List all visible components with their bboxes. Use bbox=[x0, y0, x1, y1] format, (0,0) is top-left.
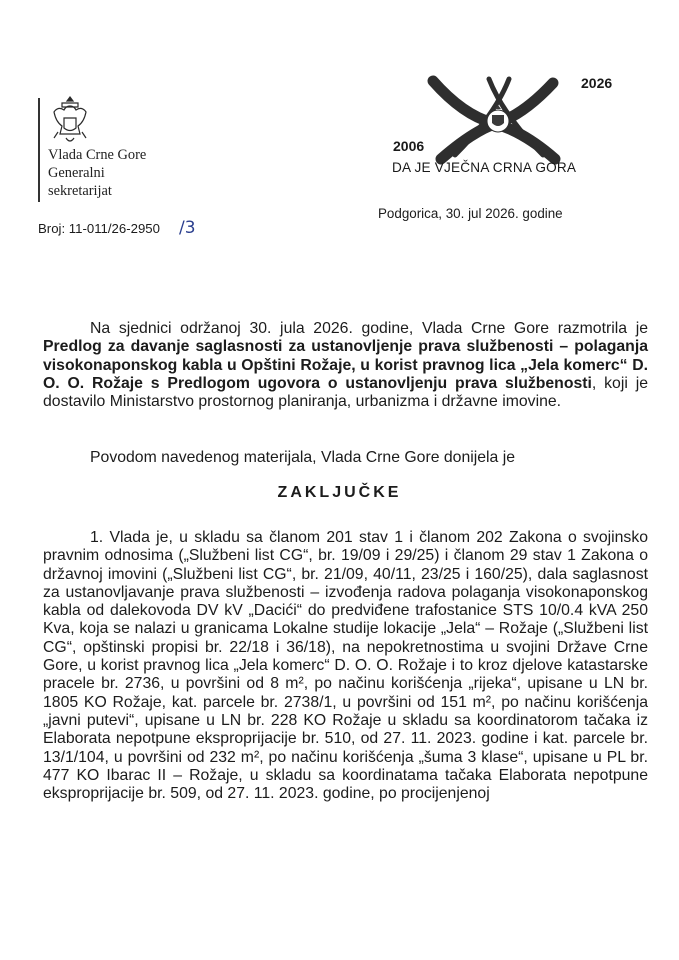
logo-year-end: 2026 bbox=[581, 75, 613, 91]
intro-paragraph bbox=[43, 320, 648, 411]
povodom-paragraph: Povodom navedenog materijala, Vlada Crne Gore donijela je bbox=[90, 449, 516, 466]
handwritten-number: /3 bbox=[179, 218, 196, 238]
logo-year-start: 2006 bbox=[393, 138, 425, 154]
institution-line: Vlada Crne Gore bbox=[48, 147, 147, 163]
institution-line: sekretarijat bbox=[48, 183, 112, 199]
header-divider-line bbox=[38, 98, 40, 202]
conclusions-title: ZAKLJUČKE bbox=[277, 484, 402, 501]
proposal-title: Predlog za davanje saglasnosti za ustanovljenje prava službenosti – polaganja visokonaponskog kabla u Opštini Rožaje, u korist pravnog lica „Jela komerc“ D. O. O. Rožaje s Predlogom ugovora o ustanovljenju prava službenosti bbox=[43, 338, 648, 392]
logo-slogan: DA JE VJEČNA CRNA GORA bbox=[392, 160, 577, 175]
intro-text: Na sjednici održanoj 30. jula 2026. godine, Vlada Crne Gore razmotrila je bbox=[90, 320, 648, 337]
coat-of-arms-icon bbox=[48, 94, 92, 148]
document-number: Broj: 11-011/26-2950 bbox=[38, 221, 160, 236]
place-date: Podgorica, 30. jul 2026. godine bbox=[378, 206, 563, 221]
jubilee-logo bbox=[393, 75, 613, 165]
institution-name bbox=[48, 146, 146, 200]
institution-line: Generalni bbox=[48, 165, 105, 181]
intro-text-end: , koji je dostavilo Ministarstvo prostornog planiranja, urbanizma i državne imovine. bbox=[43, 374, 648, 411]
conclusion-point-1: 1. Vlada je, u skladu sa članom 201 stav 1 i članom 202 Zakona o svojinsko pravnim odnosima („Službeni list CG“, br. 19/09 i 29/25) i članom 29 stav 1 Zakona o državnoj imovini („Službeni list CG“, br. 21/09, 40/11, 23/25 i 160/25), dala saglasnost za ustanovljavanje prava službenosti – izvođenja radova polaganja visokonaponskog kabla od dalekovoda DV kV „Dacići“ do predviđene trafostanice STS 10/0.4 kVA 250 Kva, koja se nalazi u granicama Lokalne studije lokacije „Jela“ – Rožaje („Službeni list CG“, opštinski propisi br. 22/18 i 36/18), na nepokretnostima u svojini Države Crne Gore, u korist pravnog lica „Jela komerc“ D. O. O. Rožaje i to kroz djelove katastarske pracele br. 2736, u površini od 8 m², po načinu korišćenja „rijeka“, upisane u LN br. 1805 KO Rožaje, kat. parcele br. 2738/1, u površini od 151 m², po načinu korišćenja „javni putevi“, upisane u LN br. 228 KO Rožaje u skladu sa koordinatorom tačaka iz Elaborata nepotpune eksproprijacije br. 510, od 27. 11. 2023. godine i kat. parcele br. 13/1/104, u površini od 232 m², po načinu korišćenja „šuma 3 klase“, upisane u PL br. 477 KO Ibarac II – Rožaje, u skladu sa koordinatama tačaka Elaborata nepotpune eksproprijacije br. 509, od 27. 11. 2023. godine, po procijenjenoj bbox=[43, 529, 648, 803]
